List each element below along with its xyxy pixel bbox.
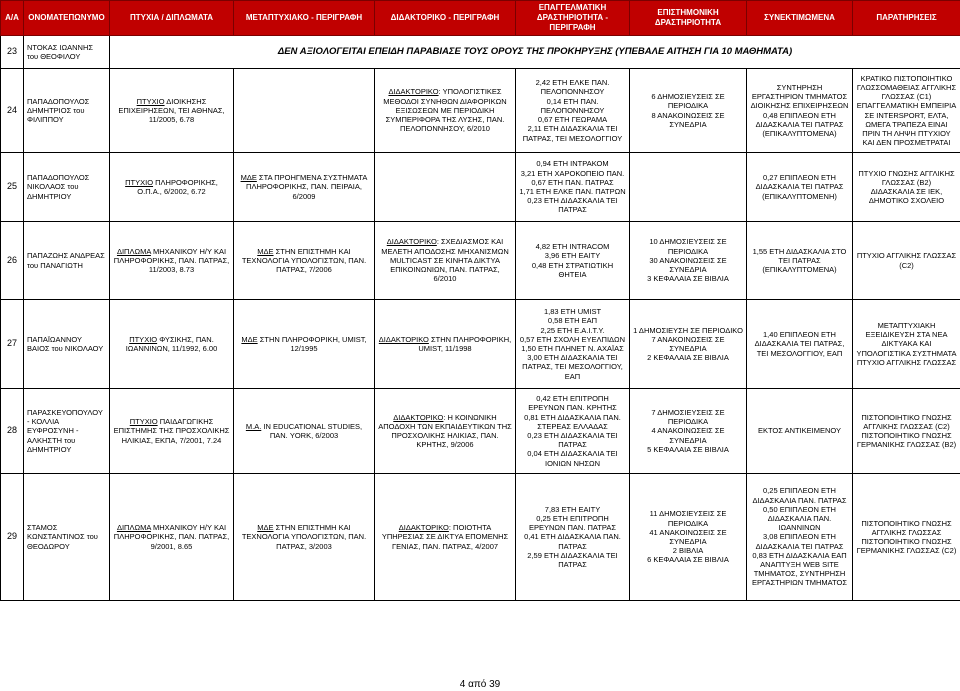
degree-type: ΠΤΥΧΙΟ [129, 334, 158, 344]
scientific-cell: 11 ΔΗΜΟΣΙΕΥΣΕΙΣ ΣΕ ΠΕΡΙΟΔΙΚΑ 41 ΑΝΑΚΟΙΝΩΣΕΙΣ ΣΕ ΣΥΝΕΔΡΙΑ 2 ΒΙΒΛΙΑ 6 ΚΕΦΑΛΑΙΑ ΣΕ ΒΙΒΛΙΑ [630, 474, 747, 601]
remarks-cell: ΠΙΣΤΟΠΟΙΗΤΙΚΟ ΓΝΩΣΗΣ ΑΓΓΛΙΚΗΣ ΓΛΩΣΣΑΣ ΠΙΣΤΟΠΟΙΗΤΙΚΟ ΓΝΩΣΗΣ ΓΕΡΜΑΝΙΚΗΣ ΓΛΩΣΣΑΣ (C2) [853, 474, 960, 601]
masters-cell [234, 300, 375, 389]
remarks-cell: ΚΡΑΤΙΚΟ ΠΙΣΤΟΠΟΙΗΤΙΚΟ ΓΛΩΣΣΟΜΑΘΕΙΑΣ ΑΓΓΛΙΚΗΣ ΓΛΩΣΣΑΣ (C1) ΕΠΑΓΓΕΛΜΑΤΙΚΗ ΕΜΠΕΙΡΙΑ ΣΕ INTERSPORT, ΕΛΤΑ, ΩΜΕΓΑ ΤΡΑΠΕΖΑ ΕΙΝΑΙ ΠΡΙΝ ΤΗ ΛΗΨΗ ΠΤΥΧΙΟΥ ΚΑΙ ΔΕΝ ΠΡΟΣΜΕΤΡΑΤΑΙ [853, 69, 960, 153]
degree-text: ΔΙΟΙΚΗΣΗΣ ΕΠΙΧΕΙΡΗΣΕΩΝ, ΤΕΙ ΑΘΗΝΑΣ, 11/2005, 6.78 [118, 96, 225, 125]
phd-text: ΣΤΗΝ ΠΛΗΡΟΦΟΡΙΚΗ, UMIST, 11/1998 [418, 334, 512, 353]
table-row [1, 153, 960, 222]
degree-text: ΜΗΧΑΝΙΚΟΥ Η/Υ ΚΑΙ ΠΛΗΡΟΦΟΡΙΚΗΣ, ΠΑΝ. ΠΑΤΡΑΣ, 9/2001, 8.65 [113, 523, 230, 551]
phd-cell [375, 69, 516, 153]
candidate-name: ΠΑΡΑΣΚΕΥΟΠΟΥΛΟΥ - ΚΟΛΛΙΑ ΕΥΦΡΟΣΥΝΗ - ΑΛΚΗΣΤΗ του ΔΗΜΗΤΡΙΟΥ [24, 389, 110, 474]
degree-text: ΠΛΗΡΟΦΟΡΙΚΗΣ, Ο.Π.Α., 6/2002, 6.72 [137, 177, 218, 196]
assessed-cell: ΕΚΤΟΣ ΑΝΤΙΚΕΙΜΕΝΟΥ [747, 389, 853, 474]
header-phd: ΔΙΔΑΚΤΟΡΙΚΟ - ΠΕΡΙΓΡΑΦΗ [375, 1, 516, 36]
header-aa: Α/Α [1, 1, 24, 36]
table-row [1, 222, 960, 300]
degree-cell [110, 474, 234, 601]
candidate-name: ΠΑΠΑΔΟΠΟΥΛΟΣ ΝΙΚΟΛΑΟΣ του ΔΗΜΗΤΡΙΟΥ [24, 153, 110, 222]
header-assessed: ΣΥΝΕΚΤΙΜΩΜΕΝΑ [747, 1, 853, 36]
header-degrees: ΠΤΥΧΙΑ / ΔΙΠΛΩΜΑΤΑ [110, 1, 234, 36]
professional-cell: 2,42 ΕΤΗ ΕΛΚΕ ΠΑΝ. ΠΕΛΟΠΟΝΝΗΣΟΥ 0,14 ΕΤΗ ΠΑΝ. ΠΕΛΟΠΟΝΝΗΣΟΥ 0,67 ΕΤΗ ΓΕΩΡΑΜΑ 2,11 ΕΤΗ ΔΙΔΑΣΚΑΛΙΑ ΤΕΙ ΠΑΤΡΑΣ, ΤΕΙ ΜΕΣΟΛΟΓΓΙΟΥ [516, 69, 630, 153]
table-row [1, 36, 960, 69]
phd-type: ΔΙΔΑΚΤΟΡΙΚΟ [393, 412, 444, 422]
masters-text: ΣΤΗΝ ΠΛΗΡΟΦΟΡΙΚΗ, UMIST, 12/1995 [257, 334, 367, 353]
degree-cell [110, 300, 234, 389]
masters-cell [234, 153, 375, 222]
professional-cell: 0,42 ΕΤΗ ΕΠΙΤΡΟΠΗ ΕΡΕΥΝΩΝ ΠΑΝ. ΚΡΗΤΗΣ 0,81 ΕΤΗ ΔΙΔΑΣΚΑΛΙΑ ΠΑΝ. ΣΤΕΡΕΑΣ ΕΛΛΑΔΑΣ 0,23 ΕΤΗ ΔΙΔΑΣΚΑΛΙΑ ΤΕΙ ΠΑΤΡΑΣ 0,04 ΕΤΗ ΔΙΔΑΣΚΑΛΙΑ ΤΕΙ ΙΟΝΙΩΝ ΝΗΣΩΝ [516, 389, 630, 474]
page-number: 4 από 39 [459, 679, 501, 690]
scientific-cell: 1 ΔΗΜΟΣΙΕΥΣΗ ΣΕ ΠΕΡΙΟΔΙΚΟ 7 ΑΝΑΚΟΙΝΩΣΕΙΣ ΣΕ ΣΥΝΕΔΡΙΑ 2 ΚΕΦΑΛΑΙΑ ΣΕ ΒΙΒΛΙΑ [630, 300, 747, 389]
table-row [1, 69, 960, 153]
header-row [1, 1, 960, 36]
assessed-cell: 1,55 ΕΤΗ ΔΙΔΑΣΚΑΛΙΑ ΣΤΟ ΤΕΙ ΠΑΤΡΑΣ (ΕΠΙΚΑΛΥΠΤΟΜΕΝΑ) [747, 222, 853, 300]
masters-text: ΣΤΗΝ ΕΠΙΣΤΗΜΗ ΚΑΙ ΤΕΧΝΟΛΟΓΙΑ ΥΠΟΛΟΓΙΣΤΩΝ, ΠΑΝ. ΠΑΤΡΑΣ, 3/2003 [241, 523, 367, 551]
row-number: 24 [1, 69, 24, 153]
remarks-cell: ΠΙΣΤΟΠΟΙΗΤΙΚΟ ΓΝΩΣΗΣ ΑΓΓΛΙΚΗΣ ΓΛΩΣΣΑΣ (C2) ΠΙΣΤΟΠΟΙΗΤΙΚΟ ΓΝΩΣΗΣ ΓΕΡΜΑΝΙΚΗΣ ΓΛΩΣΣΑΣ (Β2) [853, 389, 960, 474]
phd-text: : ΠΟΙΟΤΗΤΑ ΥΠΗΡΕΣΙΑΣ ΣΕ ΔΙΚΤΥΑ ΕΠΟΜΕΝΗΣ ΓΕΝΙΑΣ, ΠΑΝ. ΠΑΤΡΑΣ, 4/2007 [381, 523, 509, 551]
degree-type: ΔΙΠΛΩΜΑ [116, 246, 151, 256]
candidate-name: ΝΤΟΚΑΣ ΙΩΑΝΝΗΣ του ΘΕΟΦΙΛΟΥ [24, 36, 110, 69]
phd-type: ΔΙΔΑΚΤΟΡΙΚΟ [388, 87, 439, 97]
masters-text: IN EDUCATIONAL STUDIES, ΠΑΝ. YORK, 6/2003 [261, 421, 363, 440]
phd-type: ΔΙΔΑΚΤΟΡΙΚΟ [398, 523, 449, 533]
phd-cell [375, 300, 516, 389]
candidate-name: ΣΤΑΜΟΣ ΚΩΝΣΤΑΝΤΙΝΟΣ του ΘΕΟΔΩΡΟΥ [24, 474, 110, 601]
phd-type: ΔΙΔΑΚΤΟΡΙΚΟ [386, 237, 437, 247]
header-professional: ΕΠΑΓΓΕΛΜΑΤΙΚΗ ΔΡΑΣΤΗΡΙΟΤΗΤΑ - ΠΕΡΙΓΡΑΦΗ [516, 1, 630, 36]
masters-type: ΜΔΕ [257, 523, 274, 533]
row-number: 27 [1, 300, 24, 389]
assessed-cell: 1,40 ΕΠΙΠΛΕΟΝ ΕΤΗ ΔΙΔΑΣΚΑΛΙΑ ΤΕΙ ΠΑΤΡΑΣ, ΤΕΙ ΜΕΣΟΛΟΓΓΙΟΥ, ΕΑΠ [747, 300, 853, 389]
row-number: 26 [1, 222, 24, 300]
degree-cell [110, 222, 234, 300]
exclusion-note: ΔΕΝ ΑΞΙΟΛΟΓΕΙΤΑΙ ΕΠΕΙΔΗ ΠΑΡΑΒΙΑΣΕ ΤΟΥΣ ΟΡΟΥΣ ΤΗΣ ΠΡΟΚΗΡΥΞΗΣ (ΥΠΕΒΑΛΕ ΑΙΤΗΣΗ ΓΙΑ 10 ΜΑΘΗΜΑΤΑ) [110, 36, 960, 69]
phd-cell [375, 222, 516, 300]
professional-cell: 4,82 ΕΤΗ INTRACOM 3,96 ΕΤΗ ΕΑΙΤΥ 0,48 ΕΤΗ ΣΤΡΑΤΙΩΤΙΚΗ ΘΗΤΕΙΑ [516, 222, 630, 300]
table-row [1, 389, 960, 474]
masters-text: ΣΤΗΝ ΕΠΙΣΤΗΜΗ ΚΑΙ ΤΕΧΝΟΛΟΓΙΑ ΥΠΟΛΟΓΙΣΤΩΝ, ΠΑΝ. ΠΑΤΡΑΣ, 7/2006 [241, 246, 367, 275]
candidate-name: ΠΑΠΑΖΩΗΣ ΑΝΔΡΕΑΣ του ΠΑΝΑΓΙΩΤΗ [24, 222, 110, 300]
degree-text: ΠΑΙΔΑΓΩΓΙΚΗΣ ΕΠΙΣΤΗΜΗΣ ΤΗΣ ΠΡΟΣΧΟΛΙΚΗΣ ΗΛΙΚΙΑΣ, ΕΚΠΑ, 7/2001, 7.24 [113, 417, 230, 445]
phd-cell [375, 153, 516, 222]
row-number: 28 [1, 389, 24, 474]
degree-cell [110, 389, 234, 474]
header-masters: ΜΕΤΑΠΤΥΧΙΑΚΟ - ΠΕΡΙΓΡΑΦΗ [234, 1, 375, 36]
header-name: ΟΝΟΜΑΤΕΠΩΝΥΜΟ [24, 1, 110, 36]
header-scientific: ΕΠΙΣΤΗΜΟΝΙΚΗ ΔΡΑΣΤΗΡΙΟΤΗΤΑ [630, 1, 747, 36]
masters-cell [234, 69, 375, 153]
degree-text: ΦΥΣΙΚΗΣ, ΠΑΝ. ΙΩΑΝΝΙΝΩΝ, 11/1992, 6.00 [125, 334, 218, 353]
phd-text: : ΥΠΟΛΟΓΙΣΤΙΚΕΣ ΜΕΘΟΔΟΙ ΣΥΝΗΘΩΝ ΔΙΑΦΟΡΙΚΩΝ ΕΞΙΣΩΣΕΩΝ ΜΕ ΠΕΡΙΟΔΙΚΗ ΣΥΜΠΕΡΙΦΟΡΑ ΤΗΣ ΛΥΣΗΣ, ΠΑΝ. ΠΕΛΟΠΟΝΝΗΣΟΥ, 6/2010 [383, 87, 507, 134]
professional-cell: 1,83 ΕΤΗ UMIST 0,58 ΕΤΗ ΕΑΠ 2,25 ΕΤΗ Ε.Α.Ι.Τ.Υ. 0,57 ΕΤΗ ΣΧΟΛΗ ΕΥΕΛΠΙΔΩΝ 1,50 ΕΤΗ ΠΛΗΝΕΤ Ν. ΑΧΑΪΑΣ 3,00 ΕΤΗ ΔΙΔΑΣΚΑΛΙΑ ΤΕΙ ΠΑΤΡΑΣ, ΤΕΙ ΜΕΣΟΛΟΓΓΙΟΥ, ΕΑΠ [516, 300, 630, 389]
phd-text: : ΣΧΕΔΙΑΣΜΟΣ ΚΑΙ ΜΕΛΕΤΗ ΑΠΟΔΟΣΗΣ ΜΗΧΑΝΙΣΜΩΝ MULTICAST ΣΕ ΚΙΝΗΤΑ ΔΙΚΤΥΑ ΕΠΙΚΟΙΝΩΝΙΩΝ, ΠΑΝ. ΠΑΤΡΑΣ, 6/2010 [381, 237, 509, 284]
masters-type: Μ.Α. [245, 421, 262, 431]
phd-text: : Η ΚΟΙΝΩΝΙΚΗ ΑΠΟΔΟΧΗ ΤΩΝ ΕΚΠΑΙΔΕΥΤΙΚΩΝ ΤΗΣ ΠΡΟΣΧΟΛΙΚΗΣ ΗΛΙΚΙΑΣ, ΠΑΝ. ΚΡΗΤΗΣ, 9/2006 [378, 412, 512, 450]
degree-type: ΠΤΥΧΙΟ [136, 96, 165, 106]
remarks-cell: ΜΕΤΑΠΤΥΧΙΑΚΗ ΕΞΕΙΔΙΚΕΥΣΗ ΣΤΑ ΝΕΑ ΔΙΚΤΥΑΚΑ ΚΑΙ ΥΠΟΛΟΓΙΣΤΙΚΑ ΣΥΣΤΗΜΑΤΑ ΠΤΥΧΙΟ ΑΓΓΛΙΚΗΣ ΓΛΩΣΣΑΣ [853, 300, 960, 389]
professional-cell: 0,94 ΕΤΗ ΙΝΤΡΑΚΟΜ 3,21 ΕΤΗ ΧΑΡΟΚΟΠΕΙΟ ΠΑΝ. 0,67 ΕΤΗ ΠΑΝ. ΠΑΤΡΑΣ 1,71 ΕΤΗ ΕΛΚΕ ΠΑΝ. ΠΑΤΡΩΝ 0,23 ΕΤΗ ΔΙΔΑΣΚΑΛΙΑ ΤΕΙ ΠΑΤΡΑΣ [516, 153, 630, 222]
row-number: 23 [1, 36, 24, 69]
remarks-cell: ΠΤΥΧΙΟ ΑΓΓΛΙΚΗΣ ΓΛΩΣΣΑΣ (C2) [853, 222, 960, 300]
masters-cell [234, 389, 375, 474]
candidate-name: ΠΑΠΑΔΟΠΟΥΛΟΣ ΔΗΜΗΤΡΙΟΣ του ΦΙΛΙΠΠΟΥ [24, 69, 110, 153]
phd-cell [375, 474, 516, 601]
assessed-cell: 0,25 ΕΠΙΠΛΕΟΝ ΕΤΗ ΔΙΔΑΣΚΑΛΙΑ ΠΑΝ. ΠΑΤΡΑΣ 0,50 ΕΠΙΠΛΕΟΝ ΕΤΗ ΔΙΔΑΣΚΑΛΙΑ ΠΑΝ. ΙΩΑΝΝΙΝΩΝ 3,08 ΕΠΙΠΛΕΟΝ ΕΤΗ ΔΙΔΑΣΚΑΛΙΑ ΤΕΙ ΠΑΤΡΑΣ 0,83 ΕΤΗ ΔΙΔΑΣΚΑΛΙΑ ΕΑΠ ΑΝΑΠΤΥΞΗ WEB SITE ΤΜΗΜΑΤΟΣ, ΣΥΝΤΗΡΗΣΗ ΕΡΓΑΣΤΗΡΙΩΝ ΤΜΗΜΑΤΟΣ [747, 474, 853, 601]
row-number: 25 [1, 153, 24, 222]
candidate-name: ΠΑΠΑΪΩΑΝΝΟΥ ΒΑΙΟΣ του ΝΙΚΟΛΑΟΥ [24, 300, 110, 389]
assessed-cell: 0,27 ΕΠΙΠΛΕΟΝ ΕΤΗ ΔΙΔΑΣΚΑΛΙΑ ΤΕΙ ΠΑΤΡΑΣ (ΕΠΙΚΑΛΥΠΤΟΜΕΝΗ) [747, 153, 853, 222]
assessed-cell: ΣΥΝΤΗΡΗΣΗ ΕΡΓΑΣΤΗΡΙΟΝ ΤΜΗΜΑΤΟΣ ΔΙΟΙΚΗΣΗΣ ΕΠΙΧΕΙΡΗΣΕΩΝ 0,48 ΕΠΙΠΛΕΟΝ ΕΤΗ ΔΙΔΑΣΚΑΛΙΑ ΤΕΙ ΠΑΤΡΑΣ (ΕΠΙΚΑΛΥΠΤΟΜΕΝΑ) [747, 69, 853, 153]
degree-cell [110, 153, 234, 222]
remarks-cell: ΠΤΥΧΙΟ ΓΝΩΣΗΣ ΑΓΓΛΙΚΗΣ ΓΛΩΣΣΑΣ (Β2) ΔΙΔΑΣΚΑΛΙΑ ΣΕ ΙΕΚ, ΔΗΜΟΤΙΚΟ ΣΧΟΛΕΙΟ [853, 153, 960, 222]
header-remarks: ΠΑΡΑΤΗΡΗΣΕΙΣ [853, 1, 960, 36]
degree-type: ΔΙΠΛΩΜΑ [116, 523, 151, 533]
scientific-cell: 10 ΔΗΜΟΣΙΕΥΣΕΙΣ ΣΕ ΠΕΡΙΟΔΙΚΑ 30 ΑΝΑΚΟΙΝΩΣΕΙΣ ΣΕ ΣΥΝΕΔΡΙΑ 3 ΚΕΦΑΛΑΙΑ ΣΕ ΒΙΒΛΙΑ [630, 222, 747, 300]
row-number: 29 [1, 474, 24, 601]
degree-type: ΠΤΥΧΙΟ [125, 177, 154, 187]
scientific-cell [630, 153, 747, 222]
degree-text: ΜΗΧΑΝΙΚΟΥ Η/Υ ΚΑΙ ΠΛΗΡΟΦΟΡΙΚΗΣ, ΠΑΝ. ΠΑΤΡΑΣ, 11/2003, 8.73 [113, 246, 230, 275]
masters-type: ΜΔΕ [257, 246, 274, 256]
masters-text: ΣΤΑ ΠΡΟΗΓΜΕΝΑ ΣΥΣΤΗΜΑΤΑ ΠΛΗΡΟΦΟΡΙΚΗΣ, ΠΑΝ. ΠΕΙΡΑΙΑ, 6/2009 [246, 173, 368, 201]
scientific-cell: 6 ΔΗΜΟΣΙΕΥΣΕΙΣ ΣΕ ΠΕΡΙΟΔΙΚΑ 8 ΑΝΑΚΟΙΝΩΣΕΙΣ ΣΕ ΣΥΝΕΔΡΙΑ [630, 69, 747, 153]
phd-cell [375, 389, 516, 474]
degree-cell [110, 69, 234, 153]
scientific-cell: 7 ΔΗΜΟΣΙΕΥΣΕΙΣ ΣΕ ΠΕΡΙΟΔΙΚΑ 4 ΑΝΑΚΟΙΝΩΣΕΙΣ ΣΕ ΣΥΝΕΔΡΙΑ 5 ΚΕΦΑΛΑΙΑ ΣΕ ΒΙΒΛΙΑ [630, 389, 747, 474]
degree-type: ΠΤΥΧΙΟ [129, 417, 158, 427]
masters-type: ΜΔΕ [240, 173, 257, 183]
masters-cell [234, 222, 375, 300]
masters-type: ΜΔΕ [241, 334, 258, 344]
professional-cell: 7,83 ΕΤΗ ΕΑΙΤΥ 0,25 ΕΤΗ ΕΠΙΤΡΟΠΗ ΕΡΕΥΝΩΝ ΠΑΝ. ΠΑΤΡΑΣ 0,41 ΕΤΗ ΔΙΔΑΣΚΑΛΙΑ ΠΑΝ. ΠΑΤΡΑΣ 2,59 ΕΤΗ ΔΙΔΑΣΚΑΛΙΑ ΤΕΙ ΠΑΤΡΑΣ [516, 474, 630, 601]
table-row [1, 300, 960, 389]
masters-cell [234, 474, 375, 601]
table-row [1, 474, 960, 601]
phd-type: ΔΙΔΑΚΤΟΡΙΚΟ [378, 334, 429, 344]
